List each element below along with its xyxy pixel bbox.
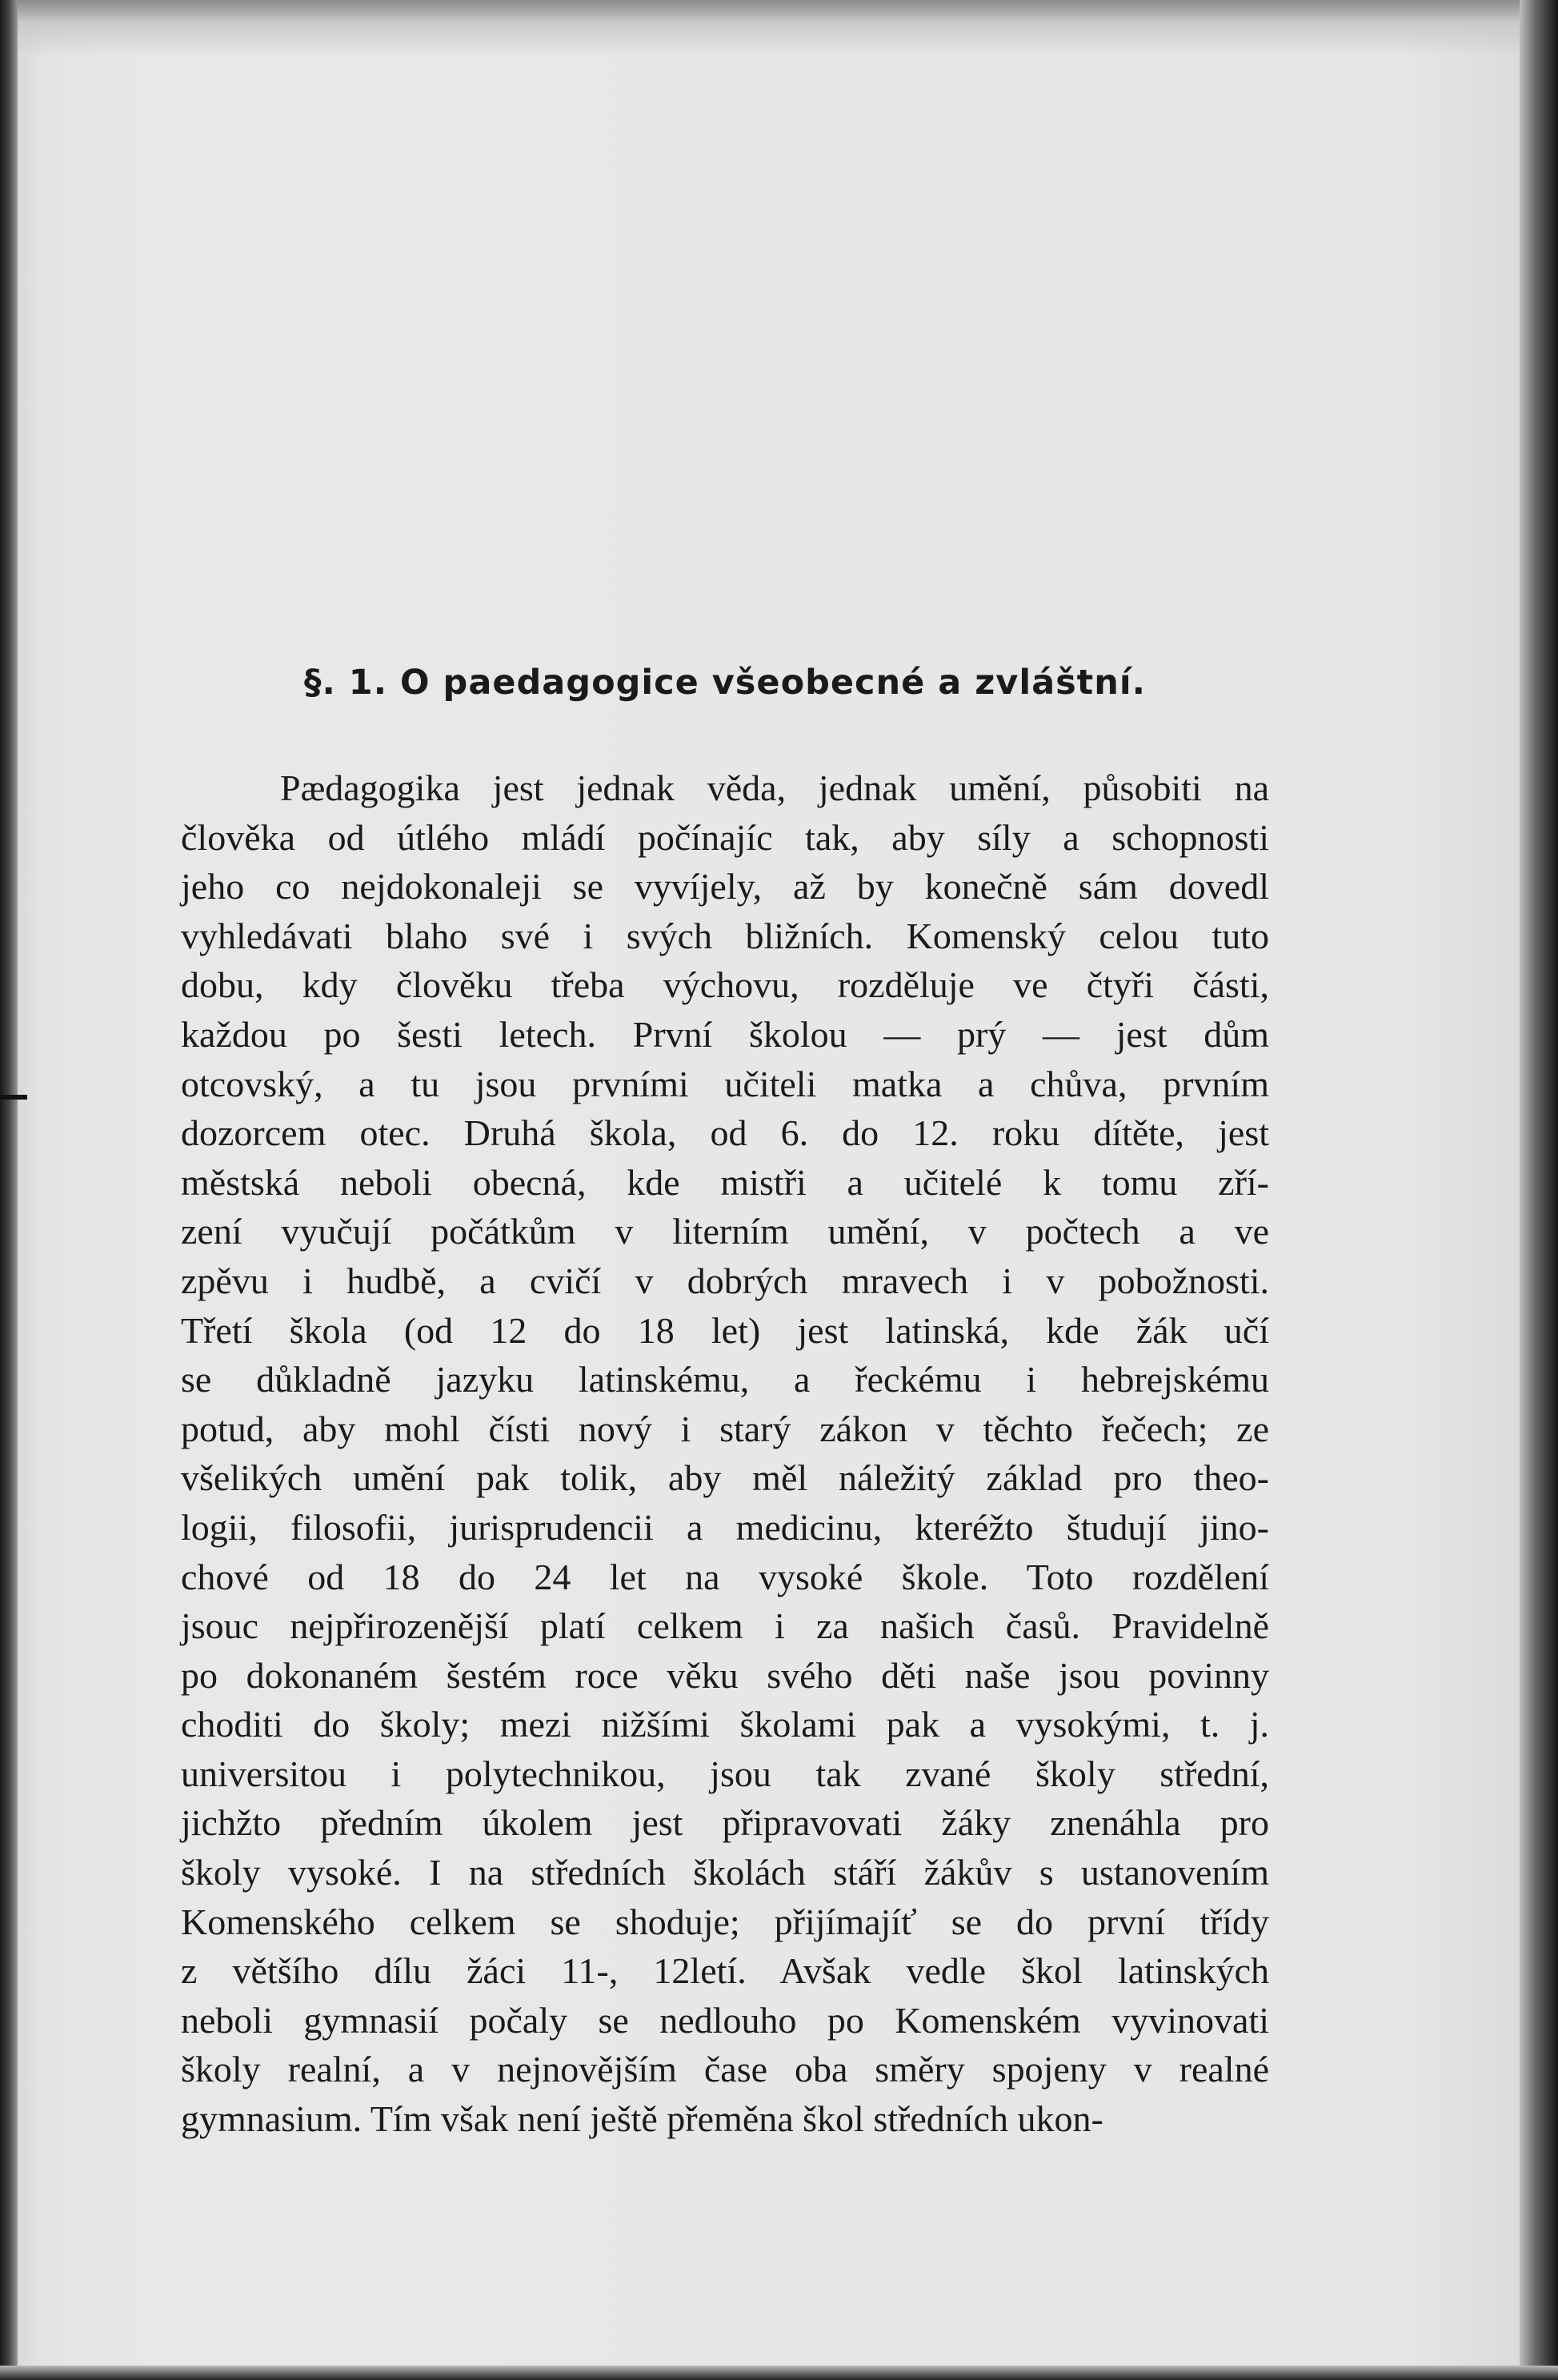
text-line: Komenského celkem se shoduje; přijímajíť se do první třídy bbox=[181, 1901, 1269, 1942]
text-line: Třetí škola (od 12 do 18 let) jest latinská, kde žák učí bbox=[181, 1309, 1269, 1351]
text-line: dozorcem otec. Druhá škola, od 6. do 12. roku dítěte, jest bbox=[181, 1112, 1269, 1154]
text-line: otcovský, a tu jsou prvními učiteli matka a chůva, prvním bbox=[181, 1063, 1269, 1104]
text-line: vyhledávati blaho své i svých bližních. Komenský celou tuto bbox=[181, 915, 1269, 956]
text-line: školy vysoké. I na středních školách stáří žákův s ustanovením bbox=[181, 1852, 1269, 1893]
text-line: logii, filosofii, jurisprudencii a medicinu, kteréžto študují jino- bbox=[181, 1506, 1269, 1548]
text-line: po dokonaném šestém roce věku svého děti naše jsou povinny bbox=[181, 1654, 1269, 1696]
text-line: potud, aby mohl čísti nový i starý zákon v těchto řečech; ze bbox=[181, 1408, 1269, 1449]
text-line: jeho co nejdokonaleji se vyvíjely, až by konečně sám dovedl bbox=[181, 866, 1269, 908]
margin-mark bbox=[0, 1095, 27, 1100]
text-line: jichžto předním úkolem jest připravovati žáky znenáhla pro bbox=[181, 1802, 1269, 1844]
text-line: jsouc nejpřirozenější platí celkem i za našich časů. Pravidelně bbox=[181, 1605, 1269, 1647]
text-line: choditi do školy; mezi nižšími školami pak a vysokými, t. j. bbox=[181, 1704, 1269, 1745]
page-left-edge bbox=[0, 0, 18, 2380]
text-line: školy realní, a v nejnovějším čase oba směry spojeny v realné bbox=[181, 2049, 1269, 2090]
text-line: universitou i polytechnikou, jsou tak zvané školy střední, bbox=[181, 1753, 1269, 1794]
text-line: každou po šesti letech. První školou — prý — jest dům bbox=[181, 1013, 1269, 1055]
text-line: dobu, kdy člověku třeba výchovu, rozděluje ve čtyři části, bbox=[181, 964, 1269, 1006]
text-line: zení vyučují počátkům v literním umění, v počtech a ve bbox=[181, 1211, 1269, 1252]
text-line: z většího dílu žáci 11-, 12letí. Avšak vedle škol latinských bbox=[181, 1950, 1269, 1992]
text-line: neboli gymnasií počaly se nedlouho po Komenském vyvinovati bbox=[181, 1999, 1269, 2041]
body-paragraph bbox=[181, 763, 1269, 2144]
text-line: chové od 18 do 24 let na vysoké škole. Toto rozdělení bbox=[181, 1556, 1269, 1597]
text-line: městská neboli obecná, kde mistři a učitelé k tomu zří- bbox=[181, 1161, 1269, 1203]
text-line: všelikých umění pak tolik, aby měl náležitý základ pro theo- bbox=[181, 1457, 1269, 1499]
section-heading: §. 1. O paedagogice všeobecné a zvláštní. bbox=[304, 663, 1146, 703]
page-right-edge bbox=[1520, 0, 1558, 2380]
text-line: gymnasium. Tím však není ještě přeměna škol středních ukon- bbox=[181, 2098, 1103, 2140]
text-line: člověka od útlého mládí počínajíc tak, aby síly a schopnosti bbox=[181, 816, 1269, 858]
text-line: Pædagogika jest jednak věda, jednak umění, působiti na bbox=[280, 767, 1269, 808]
page-bottom-edge bbox=[0, 2366, 1558, 2380]
page-top-shadow bbox=[0, 0, 1558, 56]
text-line: zpěvu i hudbě, a cvičí v dobrých mravech i v pobožnosti. bbox=[181, 1260, 1269, 1301]
text-line: se důkladně jazyku latinskému, a řeckému i hebrejskému bbox=[181, 1359, 1269, 1400]
